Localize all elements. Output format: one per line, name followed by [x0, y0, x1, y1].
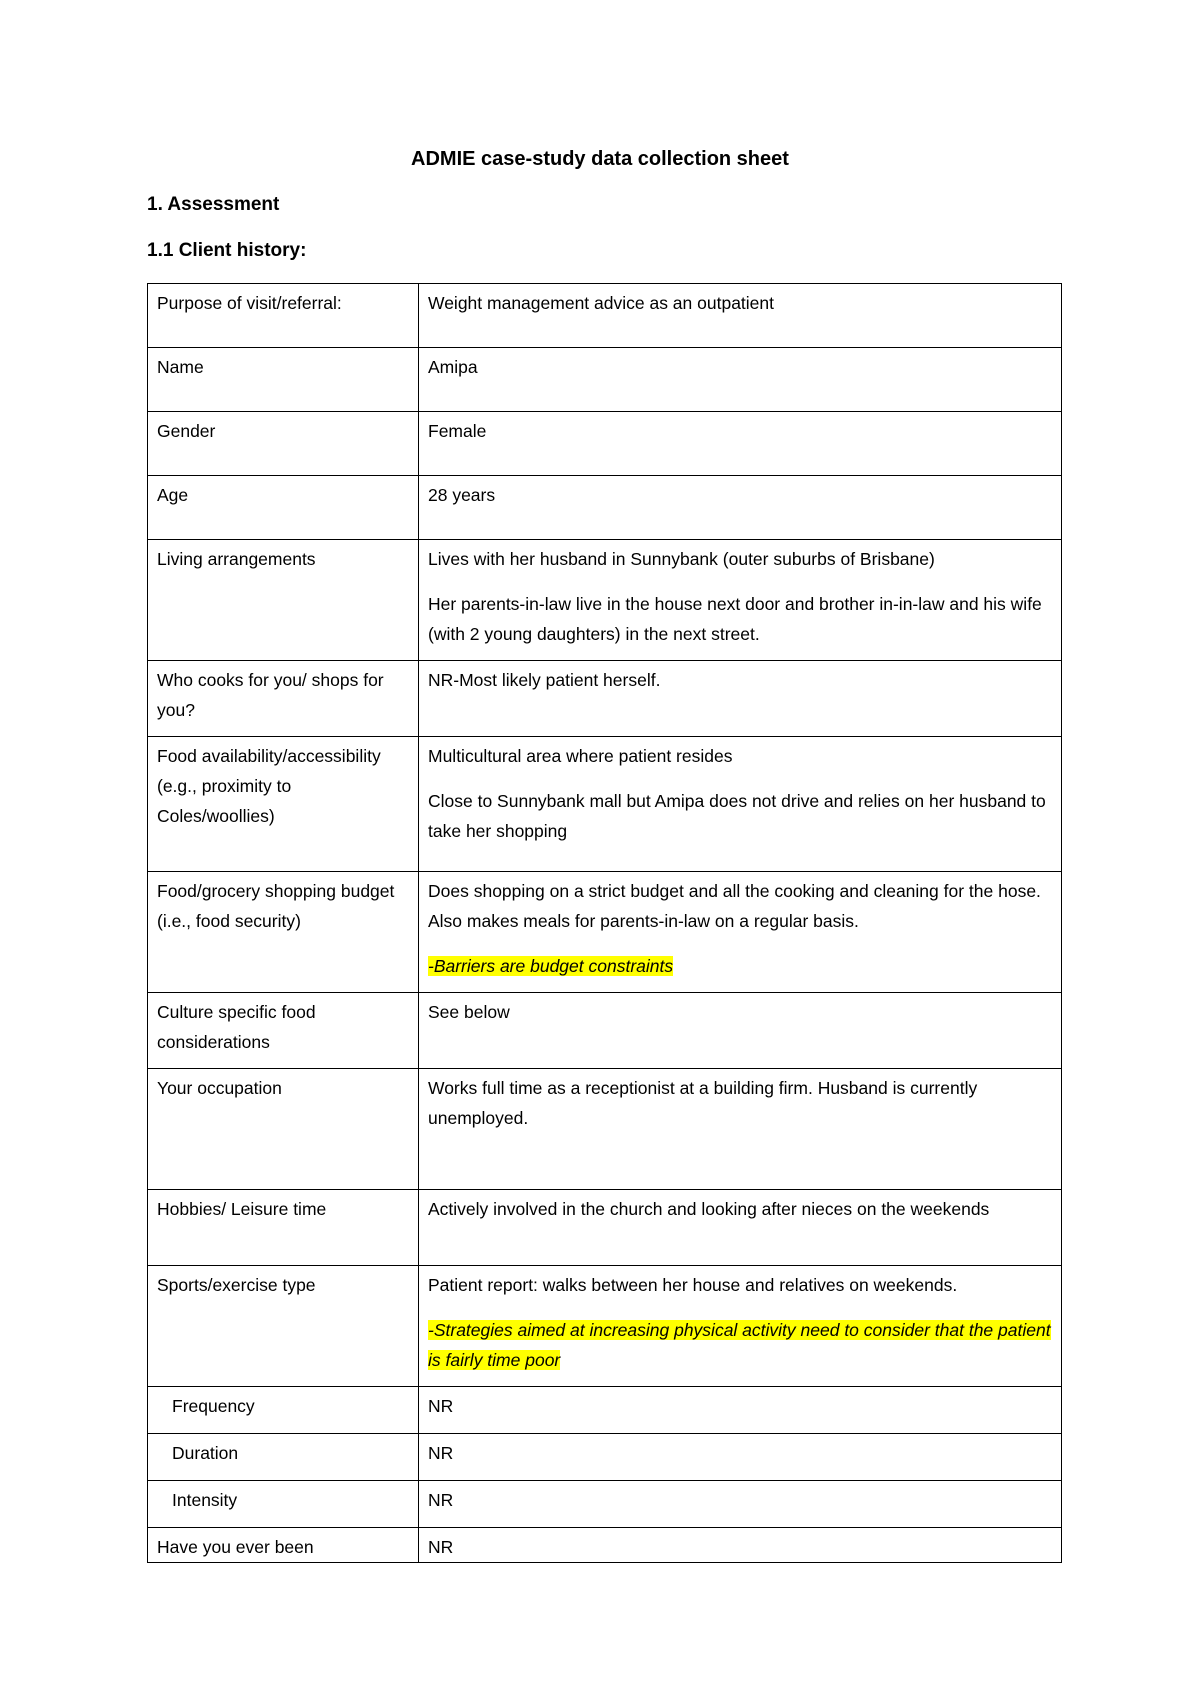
row-label: Intensity — [148, 1481, 419, 1528]
row-value: Does shopping on a strict budget and all the cooking and cleaning for the hose. Also makes meals for parents-in-law on a regular basis. — [428, 881, 1041, 931]
table-row — [148, 1190, 1062, 1266]
table-row — [148, 1481, 1062, 1528]
row-value: Amipa — [419, 348, 1062, 412]
row-value: See below — [419, 993, 1062, 1069]
row-value: Female — [419, 412, 1062, 476]
row-value-cell — [419, 1266, 1062, 1387]
row-label: Duration — [148, 1434, 419, 1481]
table-row — [148, 1528, 1062, 1563]
table-row — [148, 661, 1062, 737]
row-value: NR — [419, 1387, 1062, 1434]
row-value-cell — [419, 872, 1062, 993]
highlighted-note: -Barriers are budget constraints — [428, 956, 674, 976]
subsection-heading: 1.1 Client history: — [147, 240, 307, 261]
row-label: Frequency — [148, 1387, 419, 1434]
row-value: Actively involved in the church and looking after nieces on the weekends — [419, 1190, 1062, 1266]
row-label: Hobbies/ Leisure time — [148, 1190, 419, 1266]
row-value-cell — [419, 737, 1062, 872]
table-row — [148, 993, 1062, 1069]
row-label: Purpose of visit/referral: — [148, 284, 419, 348]
row-value: NR — [419, 1528, 1062, 1563]
row-label: Living arrangements — [148, 540, 419, 661]
table-row — [148, 737, 1062, 872]
row-label: Food availability/accessibility (e.g., proximity to Coles/woollies) — [148, 737, 419, 872]
row-value: Works full time as a receptionist at a building firm. Husband is currently unemployed. — [419, 1069, 1062, 1190]
row-value: Multicultural area where patient resides — [428, 746, 733, 766]
table-row — [148, 284, 1062, 348]
table-row — [148, 1266, 1062, 1387]
row-label: Your occupation — [148, 1069, 419, 1190]
row-label: Culture specific food considerations — [148, 993, 419, 1069]
row-label: Age — [148, 476, 419, 540]
table-row — [148, 348, 1062, 412]
row-value: NR-Most likely patient herself. — [419, 661, 1062, 737]
table-row — [148, 412, 1062, 476]
row-value-secondary: Her parents-in-law live in the house next door and brother in-in-law and his wife (with 2 young daughters) in the next street. — [428, 594, 1042, 644]
row-label: Who cooks for you/ shops for you? — [148, 661, 419, 737]
row-value: Patient report: walks between her house and relatives on weekends. — [428, 1275, 958, 1295]
row-value: Weight management advice as an outpatient — [419, 284, 1062, 348]
row-value: NR — [419, 1434, 1062, 1481]
table-row — [148, 1434, 1062, 1481]
table-row — [148, 1387, 1062, 1434]
row-value: Lives with her husband in Sunnybank (outer suburbs of Brisbane) — [428, 549, 935, 569]
row-label: Sports/exercise type — [148, 1266, 419, 1387]
row-label: Food/grocery shopping budget (i.e., food security) — [148, 872, 419, 993]
row-value: NR — [419, 1481, 1062, 1528]
row-value: 28 years — [419, 476, 1062, 540]
section-heading: 1. Assessment — [147, 194, 280, 215]
table-row — [148, 476, 1062, 540]
table-row — [148, 872, 1062, 993]
page-title: ADMIE case-study data collection sheet — [411, 148, 789, 170]
table-row — [148, 540, 1062, 661]
table-row — [148, 1069, 1062, 1190]
row-value-cell — [419, 540, 1062, 661]
row-label: Have you ever been — [148, 1528, 419, 1563]
row-label: Gender — [148, 412, 419, 476]
row-value-secondary: Close to Sunnybank mall but Amipa does not drive and relies on her husband to take her shopping — [428, 791, 1046, 841]
highlighted-note: -Strategies aimed at increasing physical activity need to consider that the patient is fairly time poor — [428, 1320, 1051, 1370]
row-label: Name — [148, 348, 419, 412]
client-history-table — [147, 283, 1062, 1563]
